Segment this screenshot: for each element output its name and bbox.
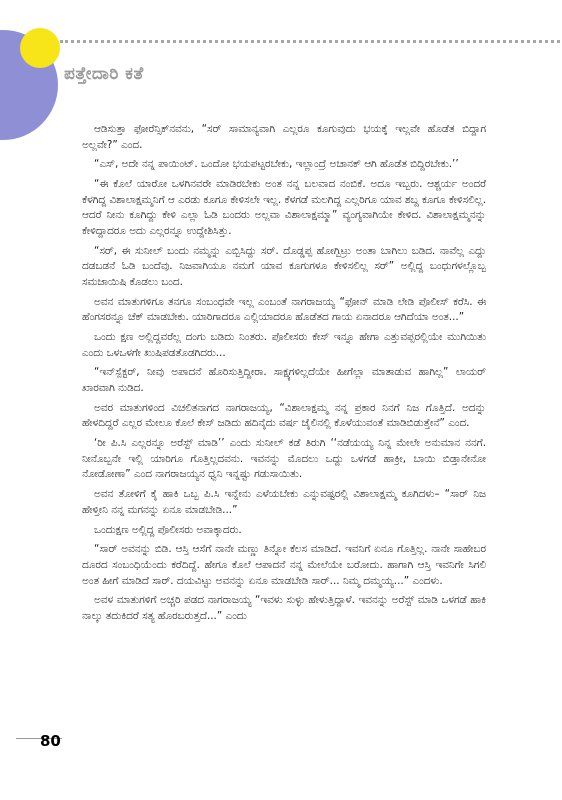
paragraph: “ಎಸ್, ಅದೇ ನನ್ನ ಪಾಯಿಂಟ್. ಒಂದೋ ಭಯಪಟ್ಟರಬೇಕು, ಇಲ್ಲಾಂದ್ರೆ ಅಚಾನಕ್ ಆಗಿ ಹೊಡೆತ ಬಿದ್ದಿರಬೇಕು.’’ bbox=[94, 158, 459, 171]
section-title: ಪತ್ತೇದಾರಿ ಕತೆ bbox=[64, 64, 144, 84]
paragraph: ಅವನ ತೋಳಿಗೆ ಕೈ ಹಾಕಿ ಒಬ್ಬ ಪಿ.ಸಿ ಇನ್ನೇನು ಎಳೆಯಬೇಕು ಎನ್ನುವಷ್ಟರಲ್ಲಿ ವಿಶಾಲಾಕ್ಷಮ್ಮ ಕೂಗಿದಳು– “ಸಾರ್ ನಿಜ ಹೇಳ್ತೀನಿ ನನ್ನ ಮಗನನ್ನು ಏನೂ ಮಾಡಬೇಡಿ...” bbox=[82, 488, 486, 516]
paragraph: ‘ರೀ ಪಿ.ಸಿ ಎಲ್ಲರನ್ನೂ ಅರೆಸ್ಟ್ ಮಾಡಿ’’ ಎಂದು ಸುನೀಲ್ ಕಡೆ ತಿರುಗಿ ‘‘ನಡೆಯಯ್ಯ ನಿನ್ನ ಮೇಲೇ ಅನುಮಾನ ನನಗೆ. ನೀನೊಬ್ಬನೇ ಇಲ್ಲಿ ಯಾರಿಗೂ ಗೊತ್ತಿಲ್ಲದವನು. ಇವನನ್ನು ಮೊದಲು ಒದ್ದು ಒಳಗಡೆ ಹಾಕ್ರೀ, ಬಾಯಿ ಬಿಡ್ತಾನೇನೋ ನೋಡೋಣಾ” ಎಂದ ನಾಗರಾಜಯ್ಯನ ಧ್ವನಿ ಇನ್ನಷ್ಟು ಗಡುಸಾಯಿತು. bbox=[82, 437, 486, 481]
paragraph: ಅವನ ಮಾತುಗಳಿಗೂ ತನಗೂ ಸಂಬಂಧವೇ ಇಲ್ಲ ಎಂಬಂತೆ ನಾಗರಾಜಯ್ಯ “ಫೋನ್ ಮಾಡಿ ಲೇಡಿ ಪೊಲೀಸ್ ಕರೆಸಿ. ಈ ಹೆಂಗಸರನ್ನೂ ಚೆಕ್ ಮಾಡಬೇಕು. ಯಾರಿಗಾದರೂ ಎಲ್ಲಿಯಾದರೂ ಹೊಡೆತದ ಗಾಯ ಏನಾದರೂ ಆಗಿದೆಯಾ ಅಂತ...” bbox=[82, 295, 486, 324]
article-body bbox=[82, 122, 486, 629]
paragraph: ಅವಳ ಮಾತುಗಳಿಗೆ ಅಚ್ಚರಿ ಪಡದ ನಾಗರಾಜಯ್ಯ “ಇವಳು ಸುಳ್ಳು ಹೇಳುತ್ತಿದ್ದಾಳೆ. ಇವನನ್ನು ಅರೆಸ್ಟ್ ಮಾಡಿ ಒಳಗಡೆ ಹಾಕಿ ನಾಲ್ಕು ತದುಕಿದರೆ ಸತ್ಯ ಹೊರಬರುತ್ತದೆ...” ಎಂದು bbox=[82, 594, 486, 622]
paragraph: ಆಡಿಸುತ್ತಾ ಫೋರೆನ್ಸಿಕ್‌ನವನು, “ಸರ್ ಸಾಮಾನ್ಯವಾಗಿ ಎಲ್ಲರೂ ಕೂಗುವುದು ಭಯಕ್ಕೆ ಇಲ್ಲವೇ ಹೊಡೆತ ಬಿದ್ದಾಗ ಅಲ್ಲವೇ?” ಎಂದ. bbox=[82, 123, 487, 151]
paragraph: ಒಂದು ಕ್ಷಣ ಅಲ್ಲಿದ್ದವರೆಲ್ಲ ದಂಗು ಬಡಿದು ನಿಂತರು. ಪೊಲೀಸರು ಕೇಸ್ ಇನ್ನೂ ಹೇಗಾ ಎತ್ತುವಪ್ಪರಲ್ಲಿಯೇ ಮುಗಿಯಿತು ಎಂದು ಒಳಒಳಗೇ ಖುಷಿಪಡತೊಡಗಿದರು... bbox=[82, 331, 486, 359]
paragraph: “ಸರ್, ಈ ಸುನೀಲ್ ಬಂದು ನಮ್ಮನ್ನು ಎಬ್ಬಿಸಿದ್ದು ಸರ್. ದೊಡ್ಡಪ್ಪ ಹೋಗ್ಬಿಟ್ರು ಅಂತಾ ಬಾಗಿಲು ಬಡಿದ. ನಾವೆಲ್ಲ ಎದ್ದು ದಡಬಡನೆ ಓಡಿ ಬಂದೆವು. ನಿಜವಾಗಿಯೂ ನಮಗೆ ಯಾವ ಕೂಗುಗಳೂ ಕೇಳಿಸಲಿಲ್ಲ ಸರ್” ಅಲ್ಲಿದ್ದ ಬಂಧುಗಳಲ್ಲೊಬ್ಬ ಸಮಜಾಯಿಷಿ ಕೊಡಲು ಬಂದ. bbox=[82, 244, 486, 288]
paragraph: “ಈ ಕೊಲೆ ಯಾರೋ ಒಳಗಿನವರೇ ಮಾಡಿರಬೇಕು ಅಂತ ನನ್ನ ಬಲವಾದ ನಂಬಿಕೆ. ಅದೂ ಇಬ್ಬರು. ಆಶ್ಚರ್ಯ ಅಂದರೆ ಕೆಳಗಿದ್ದ ವಿಶಾಲಾಕ್ಷಮ್ಮನಿಗೆ ಆ ಎರಡು ಕೂಗೂ ಕೇಳಿಸಲೇ ಇಲ್ಲ. ಕೆಳಗಡೆ ಮಲಗಿದ್ದ ಎಲ್ಲರಿಗೂ ಯಾವ ಶಬ್ದ ಕೂಗೂ ಕೇಳಿಸಲಿಲ್ಲ. ಆದರೆ ನೀನು ಕೂಗಿದ್ದು ಕೇಳಿ ಎಲ್ಲಾ ಓಡಿ ಬಂದರು ಅಲ್ಲವಾ ವಿಶಾಲಾಕ್ಷಮ್ಮಾ” ವ್ಯಂಗ್ಯವಾಗಿಯೇ ಕೇಳಿದ. ವಿಶಾಲಾಕ್ಷಮ್ಮನನ್ನು ಕೇಳಿದ್ದಾದರೂ ಅದು ಎಲ್ಲರನ್ನೂ ಉದ್ದೇಶಿಸಿತ್ತು. bbox=[82, 178, 486, 237]
page-number: 80 bbox=[40, 732, 61, 750]
header-dotted-rule bbox=[60, 40, 560, 43]
decorative-yellow-circle bbox=[20, 28, 60, 68]
paragraph: ಅವರ ಮಾತುಗಳಿಂದ ವಿಚಲಿತನಾಗದ ನಾಗರಾಜಯ್ಯ, “ವಿಶಾಲಾಕ್ಷಮ್ಮ ನನ್ನ ಪ್ರಕಾರ ನಿನಗೆ ನಿಜ ಗೊತ್ತಿದೆ. ಅದನ್ನು ಹೇಳದಿದ್ದರೆ ಎಲ್ಲರ ಮೇಲೂ ಕೊಲೆ ಕೇಸ್ ಜಡಿದು ಹದಿನೈದು ವರ್ಷ ಜೈಲಿನಲ್ಲಿ ಕೊಳೆಯುವಂತೆ ಮಾಡಿಬಿಡುತ್ತೇನೆ” ಎಂದ. bbox=[82, 401, 486, 430]
paragraph: ಒಂದುಕ್ಷಣ ಅಲ್ಲಿದ್ದ ಪೊಲೀಸರು ಅವಾಕ್ಕಾದರು. bbox=[94, 523, 242, 536]
paragraph: “ಸಾರ್ ಅವನನ್ನು ಬಿಡಿ. ಆಸ್ತಿ ಆಸೆಗೆ ನಾನೇ ಮಣ್ಣು ತಿನ್ನೋ ಕೆಲಸ ಮಾಡಿದೆ. ಇವನಿಗೆ ಏನೂ ಗೊತ್ತಿಲ್ಲ. ನಾನೇ ಸಾಹೇಬರ ದೂರದ ಸಂಬಂಧಿಯೆಂದು ಕರೆದಿದ್ದೆ. ಹೇಗೂ ಕೊಲೆ ಆಪಾದನೆ ನನ್ನ ಮೇಲೆಯೇ ಬರೋದು. ಹಾಗಾಗಿ ಆಸ್ತಿ ಇವನಿಗೇ ಸಿಗಲಿ ಅಂತ ಹೀಗೆ ಮಾಡಿದೆ ಸಾರ್. ದಯವಿಟ್ಟು ಅವನನ್ನು ಏನೂ ಮಾಡಬೇಡಿ ಸಾರ್... ನಿಮ್ಮ ದಮ್ಮಯ್ಯ...” ಎಂದಳು. bbox=[82, 543, 486, 587]
paragraph: “ಇನ್‌ಸ್ಪೆಕ್ಟರ್, ನೀವು ಅಪಾದನೆ ಹೊರಿಸುತ್ತಿದ್ದೀರಾ. ಸಾಕ್ಷ್ಯಗಳಿಲ್ಲದೆಯೇ ಹೀಗೆಲ್ಲಾ ಮಾತಾಡುವ ಹಾಗಿಲ್ಲ” ಲಾಯರ್ ಖಾರವಾಗಿ ನುಡಿದ. bbox=[82, 366, 486, 395]
